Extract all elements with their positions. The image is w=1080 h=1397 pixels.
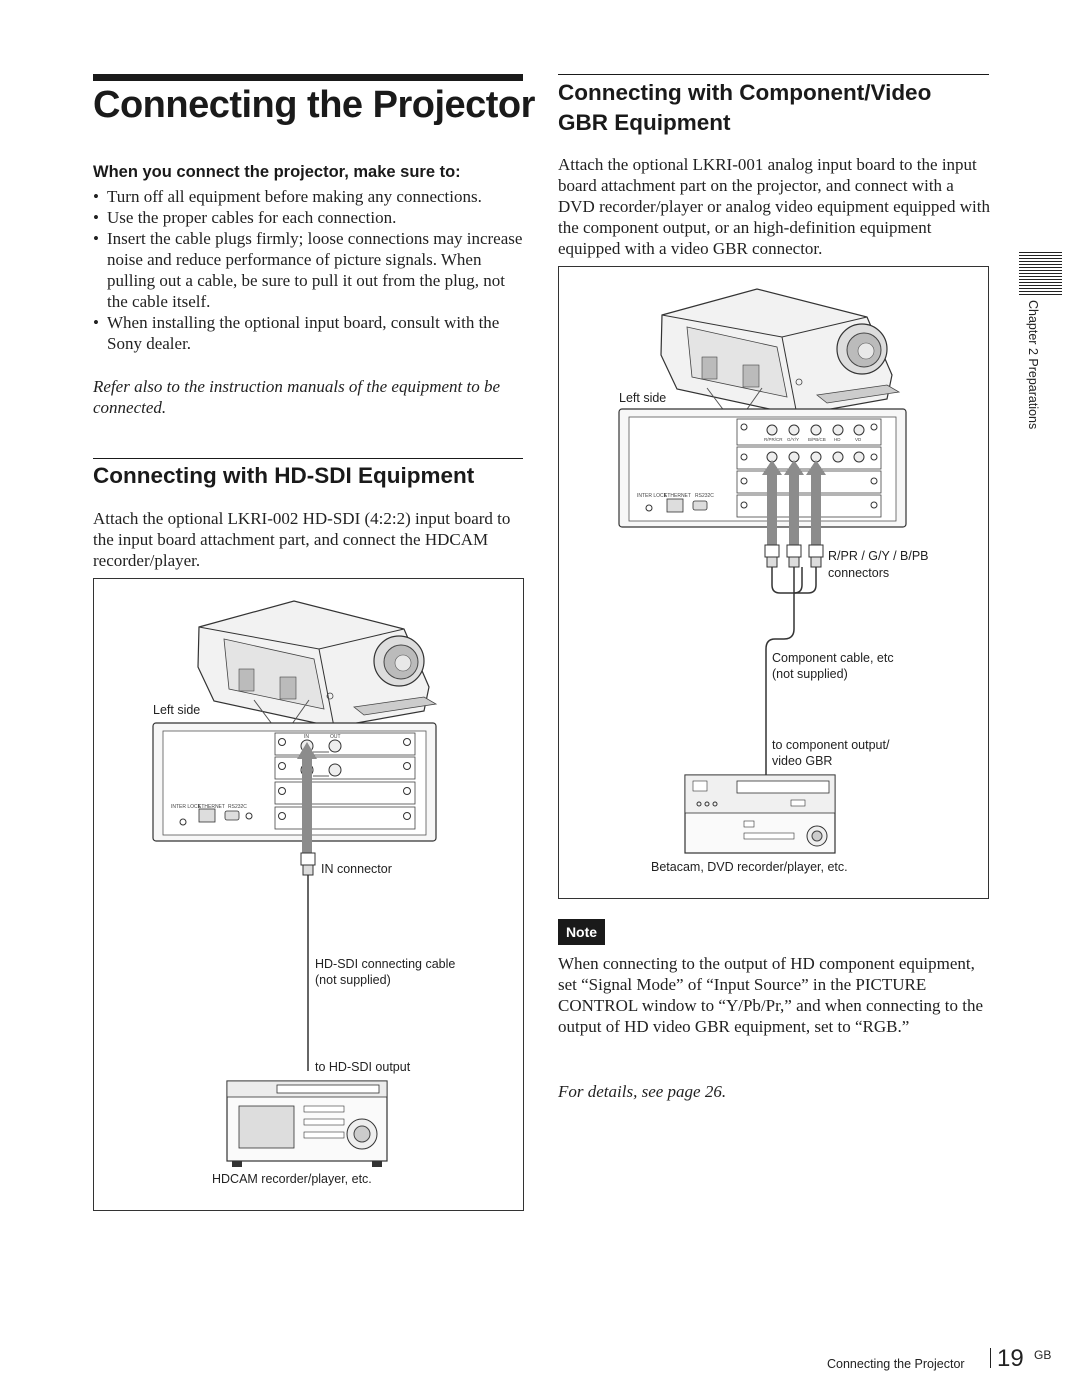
component-heading-line1: Connecting with Component/Video [558, 80, 932, 105]
hdsdi-heading: Connecting with HD-SDI Equipment [93, 463, 475, 488]
component-diagram [559, 267, 988, 898]
footer-divider [990, 1348, 991, 1368]
board-label: R/PR/CR [764, 437, 783, 442]
cable-label-2: (not supplied) [315, 973, 391, 987]
connectors-label-1: R/PR / G/Y / B/PB [828, 549, 929, 563]
note-body: When connecting to the output of HD component equipment, set “Signal Mode” of “Input Source” in the PICTURE CONTROL window to “Y/Pb/Pr,” and when connecting to the output of HD video GBR equipment, set to “RGB.” [558, 954, 984, 1036]
hdsdi-figure [93, 578, 524, 1211]
page-title: Connecting the Projector [93, 84, 535, 126]
board-label: B/PB/CB [808, 437, 826, 442]
list-item: • Use the proper cables for each connection. [93, 207, 523, 228]
chapter-label: Chapter 2 Preparations [1026, 300, 1040, 430]
cable-label-1: Component cable, etc [772, 651, 894, 665]
in-connector-label: IN connector [321, 862, 392, 876]
refer-note: Refer also to the instruction manuals of the equipment to be connected. [93, 377, 501, 417]
cable-arrows [762, 460, 826, 545]
board-in-label: IN [304, 734, 309, 740]
cable-label-2: (not supplied) [772, 667, 848, 681]
page-suffix: GB [1034, 1348, 1052, 1362]
panel-label: ETHERNET [198, 804, 225, 810]
panel-label: ETHERNET [664, 493, 691, 499]
intro-heading: When you connect the projector, make sure to: [93, 163, 461, 181]
precaution-list [93, 186, 523, 354]
to-output-label: to HD-SDI output [315, 1060, 411, 1074]
list-item: • When installing the optional input board, consult with the Sony dealer. [93, 312, 523, 354]
projector-icon [198, 601, 436, 727]
list-item: • Insert the cable plugs firmly; loose connections may increase noise and reduce performance of picture signals. When pulling out a cable, be sure to pull it out from the plug, not the cable itself. [93, 228, 523, 312]
device-caption: Betacam, DVD recorder/player, etc. [651, 860, 848, 874]
hdcam-recorder-icon [227, 1081, 387, 1167]
cable-arrow [302, 749, 312, 854]
list-item: • Turn off all equipment before making any connections. [93, 186, 523, 207]
details-reference: For details, see page 26. [558, 1082, 727, 1101]
component-body: Attach the optional LKRI-001 analog input board to the input board attachment part on the projector, and connect with a DVD recorder/player or analog video equipment equipped with the component output, or an high-definition equipment equipped with a video GBR connector. [558, 155, 990, 258]
component-figure [558, 266, 989, 899]
board-label: HD [834, 437, 841, 442]
board-label: VD [855, 437, 862, 442]
cable-label-1: HD-SDI connecting cable [315, 957, 456, 971]
panel-label: INTER LOCK [171, 804, 202, 810]
section-rule [558, 74, 989, 75]
panel-label: RS232C [228, 804, 247, 810]
rear-panel [619, 409, 906, 527]
footer-section: Connecting the Projector [827, 1357, 965, 1371]
projector-icon [661, 289, 899, 415]
board-label: G/Y/Y [787, 437, 800, 442]
chapter-tab-stripes [1019, 252, 1062, 296]
in-connector-plug [301, 853, 315, 1071]
rear-panel [153, 723, 436, 841]
left-side-label: Left side [619, 391, 667, 405]
betacam-recorder-icon [685, 775, 835, 853]
title-bar [93, 74, 523, 81]
to-output-label-1: to component output/ [772, 738, 890, 752]
device-caption: HDCAM recorder/player, etc. [212, 1172, 372, 1186]
page-number: 19 [997, 1345, 1024, 1372]
component-heading-line2: GBR Equipment [558, 110, 731, 135]
note-badge: Note [558, 919, 605, 945]
connectors-label-2: connectors [828, 566, 890, 580]
left-side-label: Left side [153, 703, 201, 717]
board-out-label: OUT [330, 734, 341, 740]
panel-label: INTER LOCK [637, 493, 668, 499]
panel-label: RS232C [695, 493, 714, 499]
section-rule [93, 458, 523, 459]
hdsdi-body: Attach the optional LKRI-002 HD-SDI (4:2:2) input board to the input board attachment part, and connect the HDCAM recorder/player. [93, 509, 511, 570]
hdsdi-diagram [94, 579, 523, 1210]
to-output-label-2: video GBR [772, 754, 833, 768]
